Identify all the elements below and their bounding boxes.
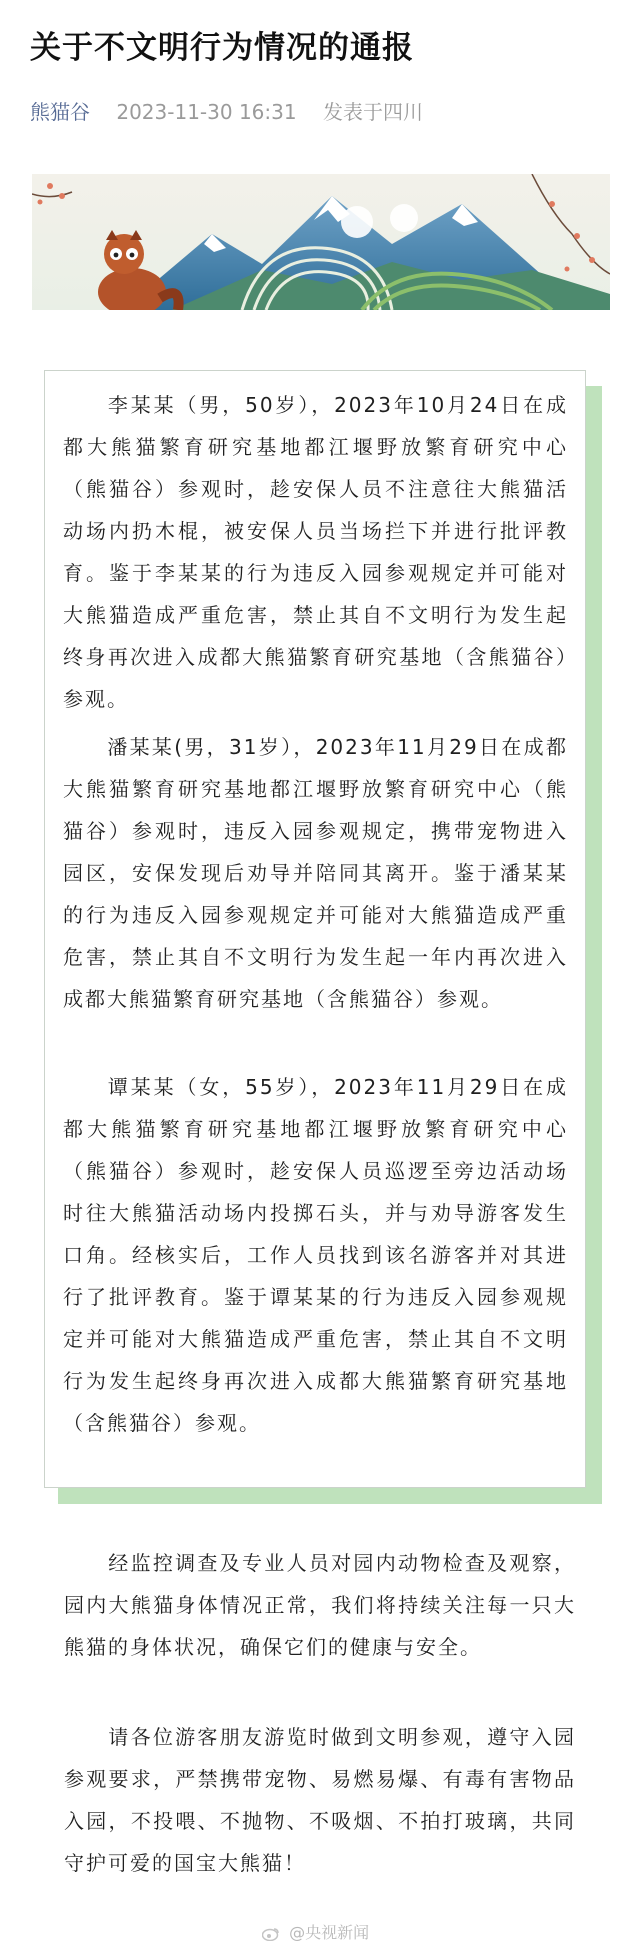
weibo-icon (262, 1927, 280, 1941)
header-banner-image (32, 174, 610, 310)
monitoring-paragraph: 经监控调查及专业人员对园内动物检查及观察，园内大熊猫身体情况正常，我们将持续关注每一只大熊猫的身体状况，确保它们的健康与安全。 (64, 1551, 576, 1659)
banner-illustration (32, 174, 610, 310)
notice-card (44, 370, 586, 1488)
article-meta (30, 96, 423, 125)
notice-paragraph-li: 李某某（男，50岁），2023年10月24日在成都大熊猫繁育研究基地都江堰野放繁育研究中心（熊猫谷）参观时，趁安保人员不注意往大熊猫活动场内扔木棍，被安保人员当场拦下并进行批评教育。鉴于李某某的行为违反入园参观规定并可能对大熊猫造成严重危害，禁止其自不文明行为发生起终身再次进入成都大熊猫繁育研究基地（含熊猫谷）参观。 (63, 393, 568, 711)
article-title: 关于不文明行为情况的通报 (30, 30, 414, 66)
watermark (262, 1920, 369, 1943)
publish-datetime: 2023-11-30 16:31 (116, 100, 297, 124)
watermark-text: @央视新闻 (289, 1923, 370, 1942)
visitor-appeal-paragraph: 请各位游客朋友游览时做到文明参观，遵守入园参观要求，严禁携带宠物、易燃易爆、有毒有害物品入园，不投喂、不抛物、不吸烟、不拍打玻璃，共同守护可爱的国宝大熊猫！ (64, 1725, 576, 1875)
notice-paragraph-pan: 潘某某(男，31岁），2023年11月29日在成都大熊猫繁育研究基地都江堰野放繁育研究中心（熊猫谷）参观时，违反入园参观规定，携带宠物进入园区，安保发现后劝导并陪同其离开。鉴于潘某某的行为违反入园参观规定并可能对大熊猫造成严重危害，禁止其自不文明行为发生起一年内再次进入成都大熊猫繁育研究基地（含熊猫谷）参观。 (63, 735, 568, 1011)
notice-paragraph-tan: 谭某某（女，55岁），2023年11月29日在成都大熊猫繁育研究基地都江堰野放繁育研究中心（熊猫谷）参观时，趁安保人员巡逻至旁边活动场时往大熊猫活动场内投掷石头，并与劝导游客发生口角。经核实后，工作人员找到该名游客并对其进行了批评教育。鉴于谭某某的行为违反入园参观规定并可能对大熊猫造成严重危害，禁止其自不文明行为发生起终身再次进入成都大熊猫繁育研究基地（含熊猫谷）参观。 (63, 1075, 568, 1435)
publish-location: 发表于四川 (322, 100, 423, 124)
account-name-link[interactable]: 熊猫谷 (30, 100, 90, 124)
